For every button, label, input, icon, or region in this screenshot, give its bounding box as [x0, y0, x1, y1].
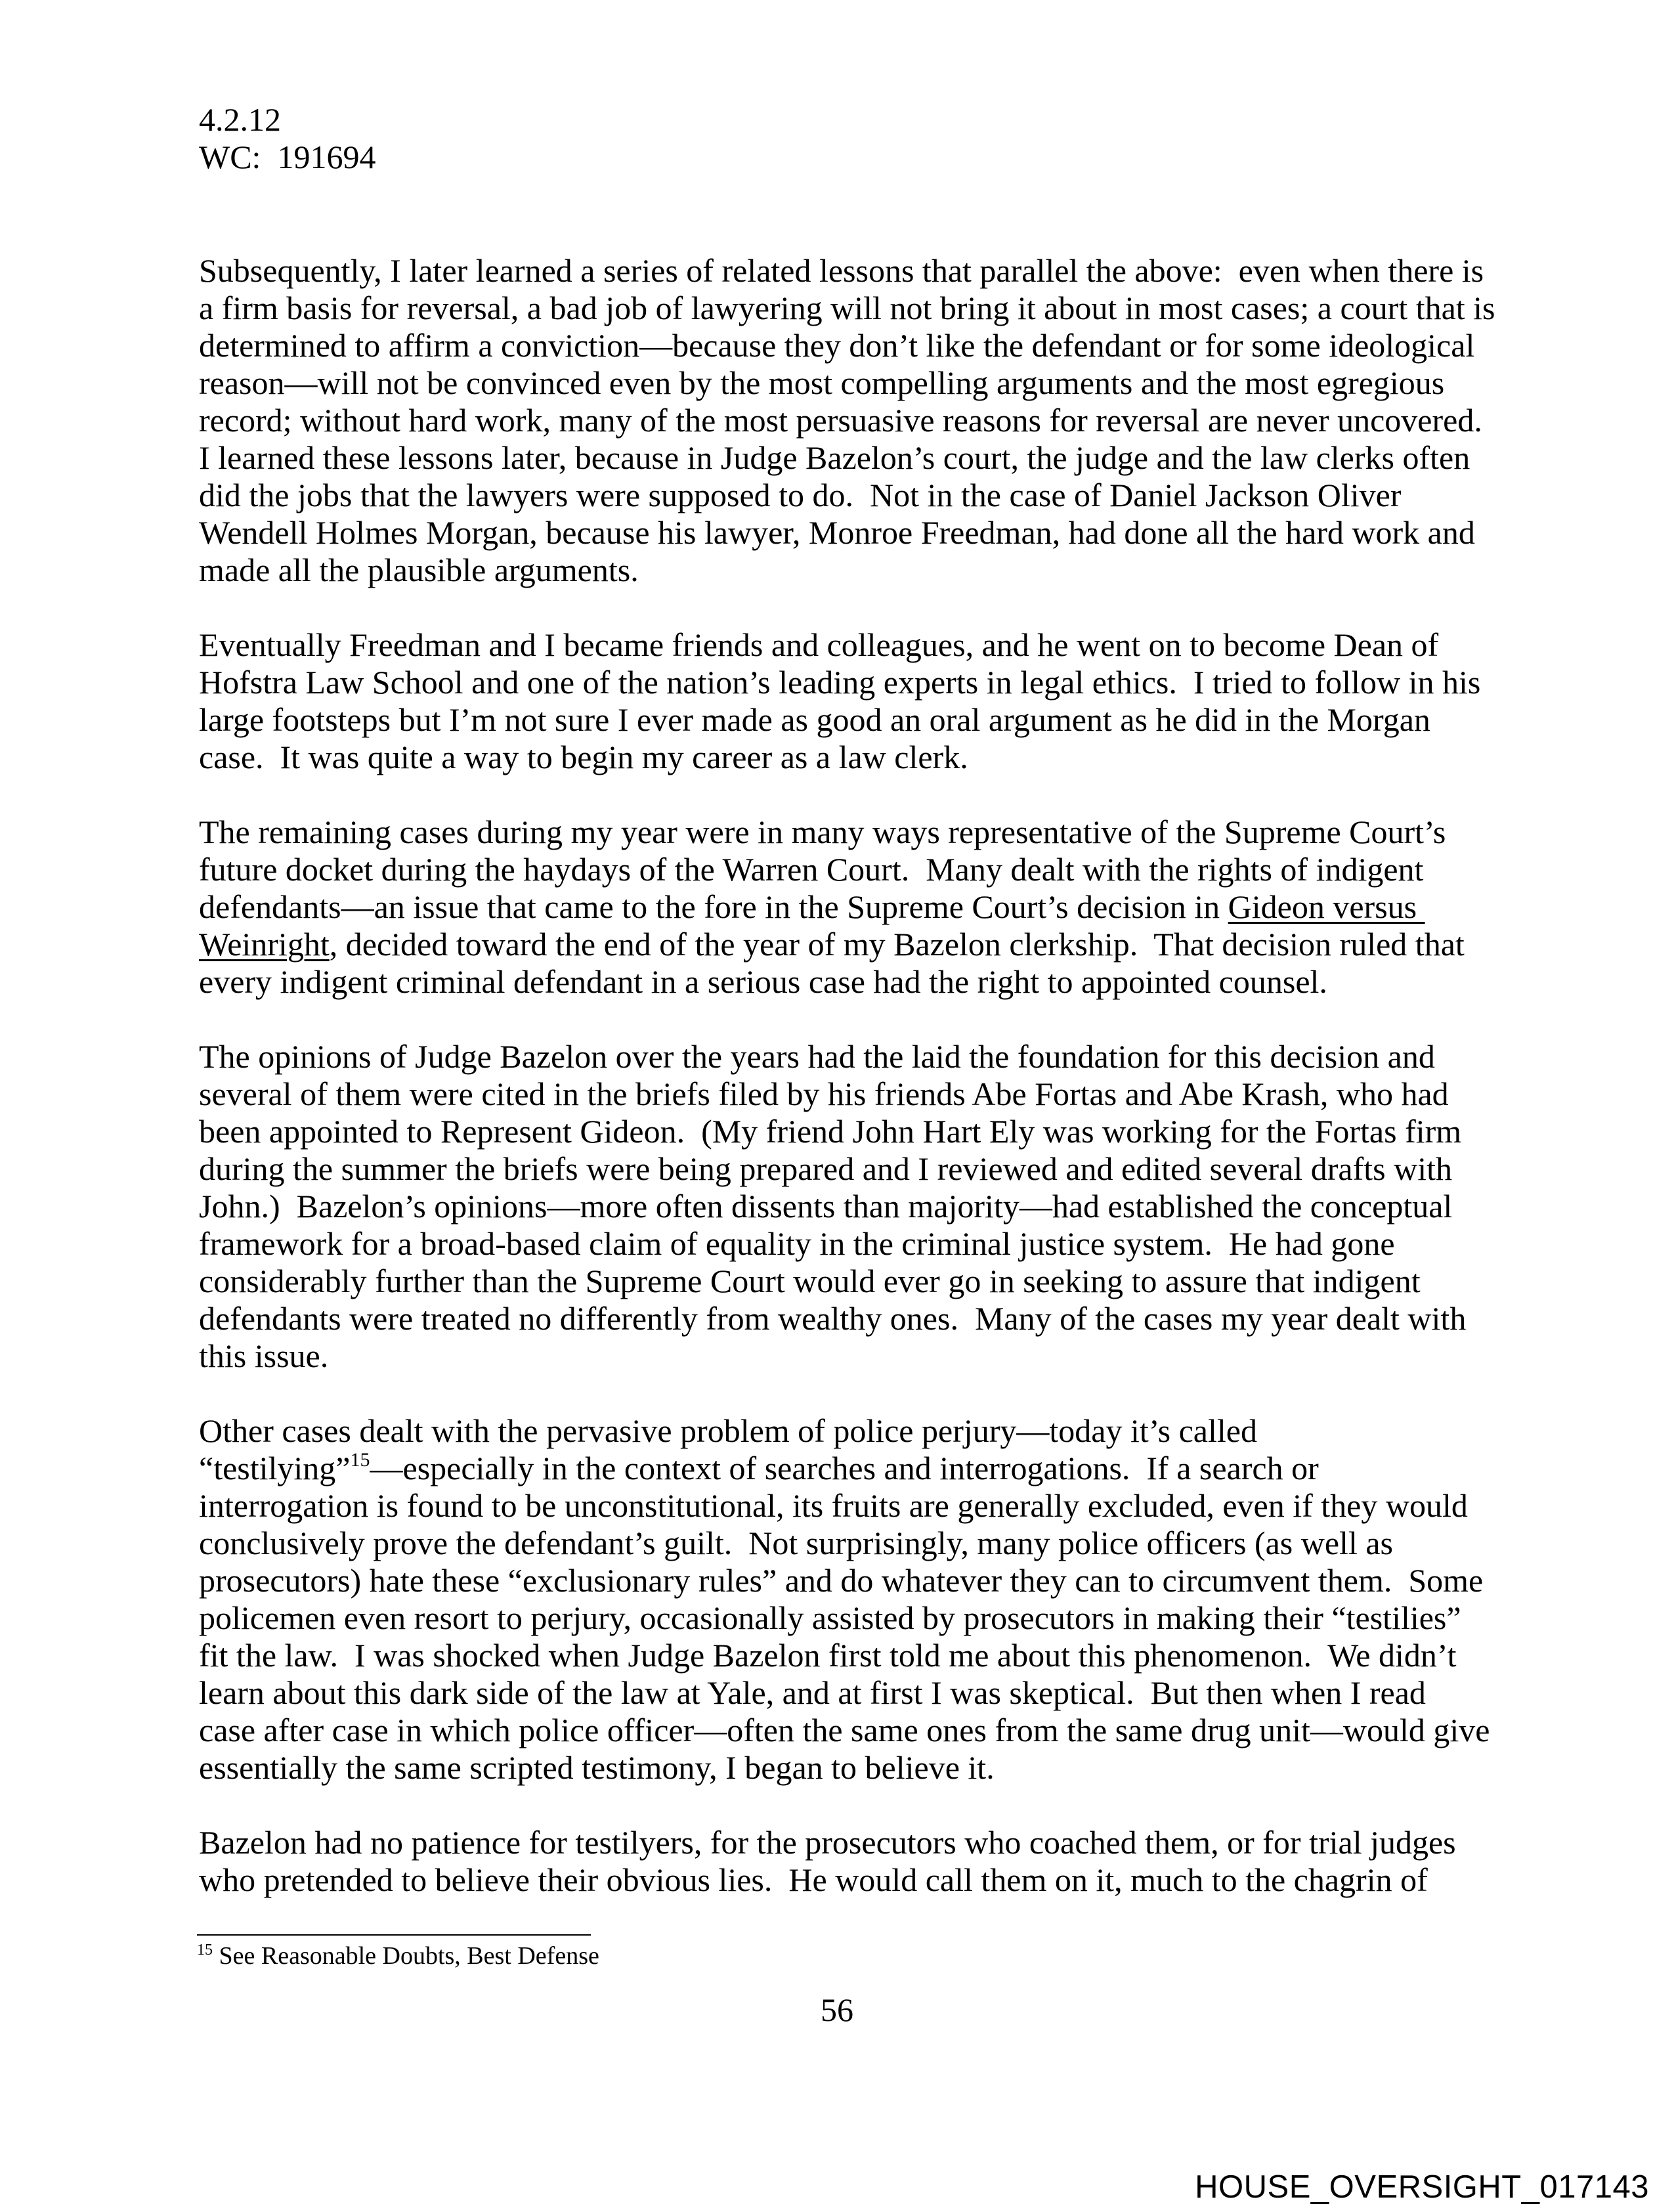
footnote-number: 15 [197, 1941, 213, 1959]
text-line: determined to affirm a conviction—because they don’t like the defendant or for some ideological [199, 327, 1475, 364]
bates-number: HOUSE_OVERSIGHT_017143 [1195, 2169, 1649, 2205]
text-line: record; without hard work, many of the most persuasive reasons for reversal are never uncovered. [199, 402, 1482, 439]
word-count-label: WC: [199, 139, 261, 175]
text-line: this issue. [199, 1337, 329, 1374]
paragraph-1 [199, 252, 1495, 589]
paragraph-2 [199, 626, 1486, 776]
paragraph-3 [199, 813, 1486, 1001]
text-line: a firm basis for reversal, a bad job of lawyering will not bring it about in most cases; a court that is [199, 290, 1495, 326]
text-line: The opinions of Judge Bazelon over the years had the laid the foundation for this decision and [199, 1038, 1435, 1075]
footnote-text: See Reasonable Doubts, Best Defense [213, 1942, 599, 1970]
word-count [199, 139, 376, 176]
text-line: interrogation is found to be unconstitutional, its fruits are generally excluded, even if they would [199, 1487, 1468, 1524]
text-line: Hofstra Law School and one of the nation’s leading experts in legal ethics. I tried to follow in his [199, 664, 1481, 701]
text-run: , decided toward the end of the year of my Bazelon clerkship. That decision ruled that [329, 926, 1465, 963]
text-line: Bazelon had no patience for testilyers, for the prosecutors who coached them, or for trial judges [199, 1824, 1456, 1861]
text-line: fit the law. I was shocked when Judge Bazelon first told me about this phenomenon. We didn’t [199, 1637, 1457, 1674]
text-line: John.) Bazelon’s opinions—more often dissents than majority—had established the conceptual [199, 1188, 1453, 1225]
text-line: case after case in which police officer—often the same ones from the same drug unit—would give [199, 1712, 1490, 1748]
text-run: defendants—an issue that came to the fore in the Supreme Court’s decision in [199, 888, 1228, 925]
text-line: framework for a broad-based claim of equality in the criminal justice system. He had gone [199, 1225, 1395, 1262]
case-citation-gideon: Gideon versus [1228, 888, 1425, 925]
text-line: did the jobs that the lawyers were supposed to do. Not in the case of Daniel Jackson Oliver [199, 477, 1402, 513]
text-line: defendants were treated no differently from wealthy ones. Many of the cases my year dealt with [199, 1300, 1467, 1337]
text-line: Subsequently, I later learned a series of related lessons that parallel the above: even when there is [199, 252, 1484, 289]
word-count-value: 191694 [277, 139, 376, 175]
case-citation-weinright: Weinright [199, 926, 330, 963]
text-line [199, 1450, 1486, 1487]
document-body [199, 252, 1495, 1936]
text-line: large footsteps but I’m not sure I ever made as good an oral argument as he did in the Morgan [199, 701, 1430, 738]
text-line: policemen even resort to perjury, occasionally assisted by prosecutors in making their “testilies” [199, 1599, 1461, 1636]
text-line: during the summer the briefs were being prepared and I reviewed and edited several drafts with [199, 1150, 1452, 1187]
paragraph-6 [199, 1824, 1486, 1899]
text-line: Eventually Freedman and I became friends and colleagues, and he went on to become Dean of [199, 626, 1439, 663]
text-line: The remaining cases during my year were in many ways representative of the Supreme Court’s [199, 813, 1446, 850]
text-line: essentially the same scripted testimony, I began to believe it. [199, 1749, 995, 1786]
text-line: case. It was quite a way to begin my career as a law clerk. [199, 739, 968, 775]
page-number: 56 [821, 1991, 853, 2028]
text-run: “testilying” [199, 1450, 351, 1486]
text-line: been appointed to Represent Gideon. (My friend John Hart Ely was working for the Fortas firm [199, 1113, 1462, 1150]
text-line: I learned these lessons later, because in Judge Bazelon’s court, the judge and the law clerks often [199, 439, 1470, 476]
footnote [197, 1940, 599, 1972]
text-line: Wendell Holmes Morgan, because his lawyer, Monroe Freedman, had done all the hard work and [199, 514, 1475, 551]
paragraph-4 [199, 1038, 1486, 1375]
paragraph-5 [199, 1412, 1490, 1787]
document-date: 4.2.12 [199, 101, 281, 138]
text-line: every indigent criminal defendant in a serious case had the right to appointed counsel. [199, 963, 1327, 1000]
footnote-separator [197, 1934, 591, 1936]
text-line: Other cases dealt with the pervasive problem of police perjury—today it’s called [199, 1412, 1257, 1449]
text-line: prosecutors) hate these “exclusionary rules” and do whatever they can to circumvent them. Some [199, 1562, 1484, 1599]
text-line: several of them were cited in the briefs filed by his friends Abe Fortas and Abe Krash, who had [199, 1075, 1449, 1112]
text-run: —especially in the context of searches and interrogations. If a search or [370, 1450, 1319, 1486]
text-line: future docket during the haydays of the Warren Court. Many dealt with the rights of indigent [199, 851, 1424, 888]
text-line: made all the plausible arguments. [199, 552, 639, 588]
text-line [199, 888, 1486, 926]
footnote-reference[interactable]: 15 [350, 1449, 370, 1471]
text-line: reason—will not be convinced even by the most compelling arguments and the most egregious [199, 364, 1445, 401]
text-line: considerably further than the Supreme Court would ever go in seeking to assure that indigent [199, 1263, 1421, 1299]
text-line: learn about this dark side of the law at Yale, and at first I was skeptical. But then when I read [199, 1674, 1426, 1711]
text-line: conclusively prove the defendant’s guilt. Not surprisingly, many police officers (as well as [199, 1525, 1393, 1561]
text-line [199, 926, 1486, 963]
text-line: who pretended to believe their obvious lies. He would call them on it, much to the chagrin of [199, 1861, 1428, 1898]
